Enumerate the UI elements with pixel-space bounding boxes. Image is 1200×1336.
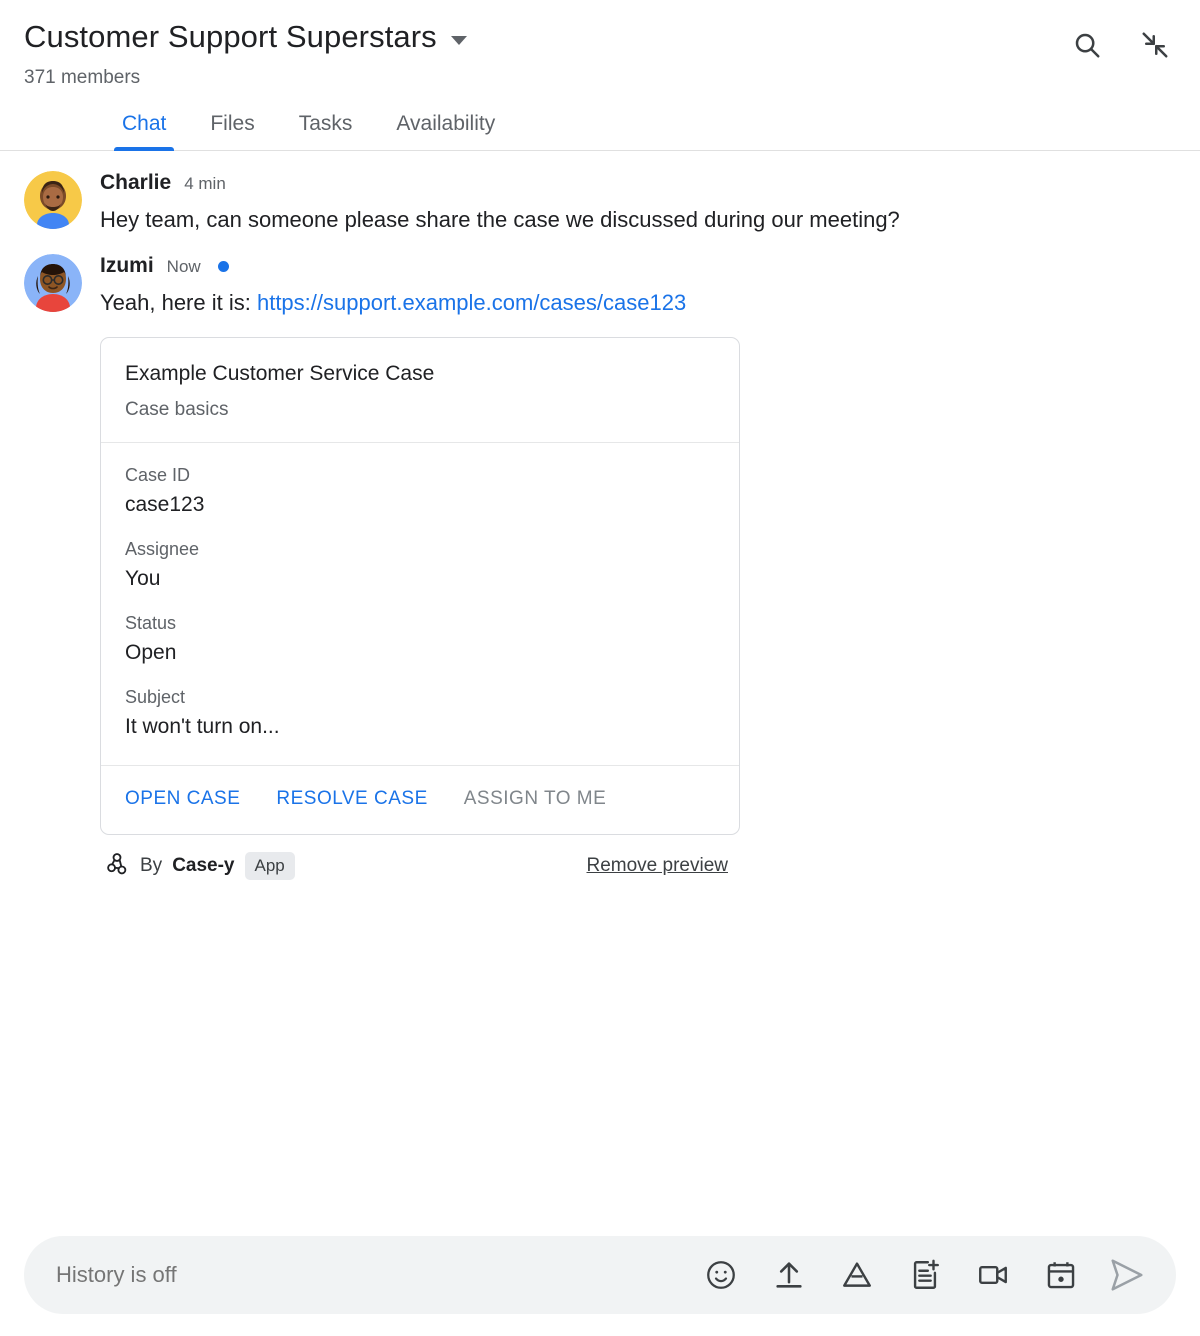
assign-to-me-button[interactable]: ASSIGN TO ME [463, 787, 607, 809]
message-header [100, 171, 1176, 195]
emoji-icon[interactable] [702, 1256, 740, 1294]
remove-preview-link[interactable]: Remove preview [586, 855, 728, 877]
message-text: Hey team, can someone please share the case we discussed during our meeting? [100, 207, 900, 232]
message-header [100, 254, 1176, 278]
field-label: Assignee [125, 538, 200, 559]
field-subject [125, 685, 715, 741]
card-fields [101, 443, 739, 766]
card-subtitle: Case basics [125, 398, 229, 420]
tab-availability[interactable]: Availability [396, 112, 496, 135]
message-input[interactable] [54, 1261, 692, 1289]
message-composer[interactable] [24, 1236, 1176, 1314]
message-body [100, 171, 1176, 236]
app-name: Case-y [172, 855, 235, 877]
message-text-prefix: Yeah, here it is: [100, 289, 257, 315]
tab-files[interactable]: Files [210, 112, 255, 135]
card-header [101, 338, 739, 443]
field-value: It won't turn on... [125, 714, 280, 738]
card-title: Example Customer Service Case [125, 361, 435, 385]
case-preview-card [100, 337, 740, 835]
card-attribution [100, 851, 740, 882]
open-case-button[interactable]: OPEN CASE [125, 787, 241, 809]
upload-icon[interactable] [770, 1256, 808, 1294]
field-value: You [125, 566, 161, 590]
field-label: Case ID [125, 464, 191, 485]
message-item [24, 171, 1176, 236]
send-icon[interactable] [1106, 1254, 1148, 1296]
field-value: Open [125, 640, 177, 664]
message-item [24, 254, 1176, 882]
message-text [100, 287, 1000, 319]
card-actions [101, 766, 739, 834]
field-label: Subject [125, 686, 186, 707]
field-status [125, 611, 715, 667]
webhook-icon [104, 851, 130, 882]
add-document-icon[interactable] [906, 1256, 944, 1294]
search-icon[interactable] [1070, 28, 1104, 62]
member-count: 371 members [24, 67, 141, 88]
tab-chat[interactable]: Chat [100, 112, 188, 150]
resolve-case-button[interactable]: RESOLVE CASE [276, 787, 428, 809]
card-attribution-group [104, 851, 295, 882]
drive-icon[interactable] [838, 1256, 876, 1294]
message-timestamp: Now [166, 256, 201, 276]
room-header [0, 0, 1200, 90]
message-sender: Charlie [100, 171, 172, 194]
field-value: case123 [125, 492, 205, 516]
tab-tasks[interactable]: Tasks [298, 112, 353, 135]
message-list [0, 151, 1200, 1220]
room-title-row [24, 18, 1176, 56]
tab-bar [0, 90, 1200, 151]
calendar-icon[interactable] [1042, 1256, 1080, 1294]
by-label: By [140, 855, 163, 877]
avatar[interactable] [24, 171, 82, 229]
header-actions [1070, 28, 1172, 62]
chevron-down-icon[interactable] [451, 36, 467, 45]
unread-indicator-icon [218, 261, 229, 272]
message-body [100, 254, 1176, 882]
avatar[interactable] [24, 254, 82, 312]
composer-area [0, 1220, 1200, 1336]
app-badge: App [245, 852, 295, 880]
field-label: Status [125, 612, 177, 633]
message-timestamp: 4 min [184, 174, 226, 193]
page-title: Customer Support Superstars [24, 19, 437, 54]
composer-icons [702, 1256, 1080, 1294]
message-sender: Izumi [100, 253, 154, 277]
collapse-icon[interactable] [1138, 28, 1172, 62]
video-camera-icon[interactable] [974, 1256, 1012, 1294]
field-case-id [125, 463, 715, 519]
message-link[interactable]: https://support.example.com/cases/case123 [256, 289, 687, 315]
field-assignee [125, 537, 715, 593]
